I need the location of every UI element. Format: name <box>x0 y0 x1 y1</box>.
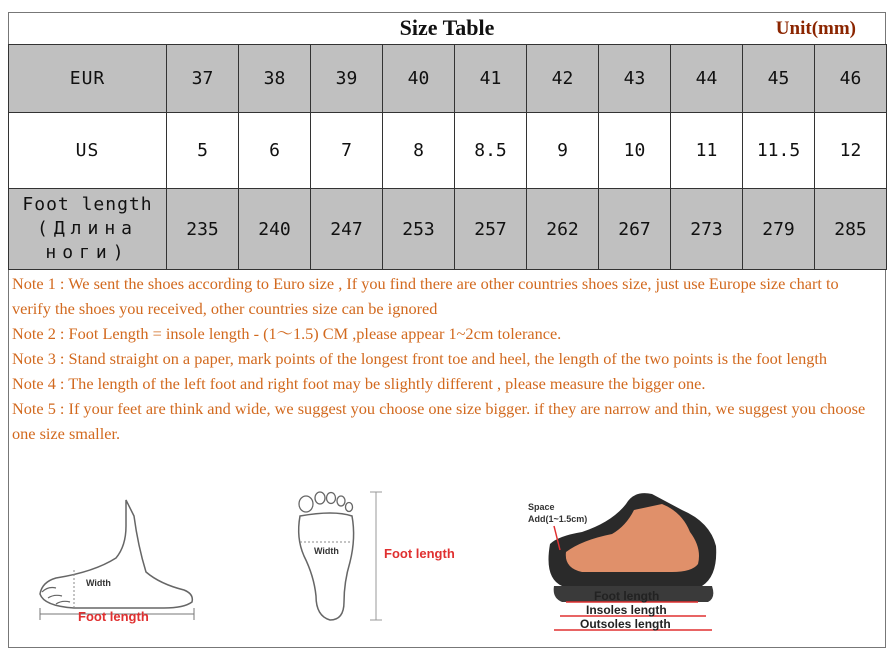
foot-length-cell: 285 <box>815 189 887 270</box>
sole-illustration <box>294 486 494 636</box>
us-cell: 11.5 <box>743 113 815 189</box>
eur-cell: 44 <box>671 45 743 113</box>
row-label-line: ноги) <box>45 242 130 263</box>
eur-cell: 41 <box>455 45 527 113</box>
toe <box>299 496 313 512</box>
us-cell: 8.5 <box>455 113 527 189</box>
row-label-eur: EUR <box>9 45 167 113</box>
width-label: Width <box>314 546 339 556</box>
foot-length-cell: 235 <box>167 189 239 270</box>
us-cell: 7 <box>311 113 383 189</box>
us-cell: 6 <box>239 113 311 189</box>
us-cell: 12 <box>815 113 887 189</box>
foot-length-cell: 273 <box>671 189 743 270</box>
note-2: Note 2 : Foot Length = insole length - (1～1.5) CM ,please appear 1~2cm tolerance. <box>12 324 562 343</box>
note-4: Note 4 : The length of the left foot and right foot may be slightly different , please measure the bigger one. <box>12 374 706 393</box>
eur-cell: 38 <box>239 45 311 113</box>
outsoles-length-label: Outsoles length <box>580 617 671 631</box>
row-label-foot-length <box>9 189 167 270</box>
eur-cell: 45 <box>743 45 815 113</box>
us-cell: 11 <box>671 113 743 189</box>
row-label-us: US <box>9 113 167 189</box>
toe <box>315 492 325 504</box>
foot-length-cell: 279 <box>743 189 815 270</box>
foot-length-label: Foot length <box>78 609 149 624</box>
foot-length-cell: 267 <box>599 189 671 270</box>
shoe-illustration <box>522 486 742 636</box>
row-label-line: (Длина <box>36 218 139 239</box>
illustrations <box>8 478 886 646</box>
notes-section <box>12 271 878 446</box>
note-1: Note 1 : We sent the shoes according to Euro size , If you find there are other countries shoes size, just use Europe size chart to verify the shoes you received, other countries size can be ignored <box>12 274 839 318</box>
us-cell: 10 <box>599 113 671 189</box>
toe <box>327 493 336 504</box>
insoles-length-label: Insoles length <box>586 603 667 617</box>
size-table <box>8 44 887 270</box>
foot-length-cell: 257 <box>455 189 527 270</box>
eur-cell: 39 <box>311 45 383 113</box>
eur-cell: 40 <box>383 45 455 113</box>
side-foot-illustration <box>34 486 214 636</box>
note-3: Note 3 : Stand straight on a paper, mark points of the longest front toe and heel, the length of the two points is the foot length <box>12 349 828 368</box>
foot-length-label: Foot length <box>384 546 455 561</box>
toe <box>337 496 345 506</box>
space-label: Space <box>528 502 555 512</box>
row-label-line: Foot length <box>22 194 153 215</box>
us-cell: 5 <box>167 113 239 189</box>
eur-cell: 37 <box>167 45 239 113</box>
toe <box>346 503 353 512</box>
table-row-foot-length <box>9 189 887 270</box>
foot-length-label: Foot length <box>594 589 660 603</box>
us-cell: 8 <box>383 113 455 189</box>
add-label: Add(1~1.5cm) <box>528 514 588 524</box>
title-row <box>8 12 886 44</box>
foot-length-cell: 240 <box>239 189 311 270</box>
foot-length-cell: 253 <box>383 189 455 270</box>
eur-cell: 42 <box>527 45 599 113</box>
table-row-eur <box>9 45 887 113</box>
eur-cell: 46 <box>815 45 887 113</box>
eur-cell: 43 <box>599 45 671 113</box>
note-5: Note 5 : If your feet are think and wide, we suggest you choose one size bigger. if they are narrow and thin, we suggest you choose one size smaller. <box>12 399 866 443</box>
foot-length-cell: 262 <box>527 189 599 270</box>
unit-label: Unit(mm) <box>775 18 856 39</box>
table-row-us <box>9 113 887 189</box>
side-foot-outline <box>40 500 192 608</box>
size-table-title: Size Table <box>399 15 495 40</box>
sole-outline <box>299 513 354 620</box>
foot-length-cell: 247 <box>311 189 383 270</box>
us-cell: 9 <box>527 113 599 189</box>
width-label: Width <box>86 578 111 588</box>
